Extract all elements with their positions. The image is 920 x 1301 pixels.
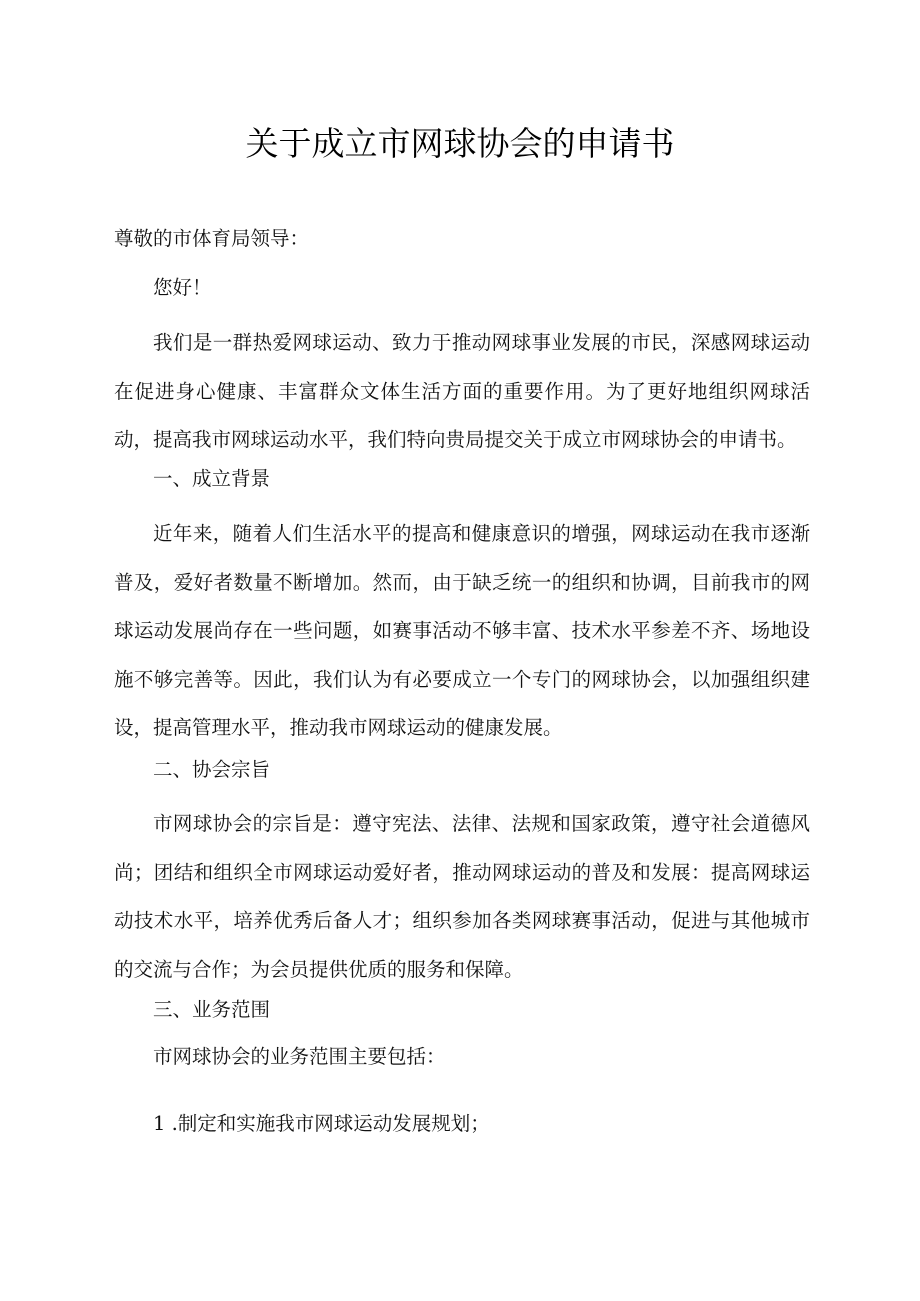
greeting: 您好！ xyxy=(153,276,212,299)
section-heading-purpose: 二、协会宗旨 xyxy=(153,758,271,781)
salutation: 尊敬的市体育局领导： xyxy=(114,227,310,250)
scope-list-item-1: 1 .制定和实施我市网球运动发展规划； xyxy=(153,1112,490,1135)
document-title: 关于成立市网球协会的申请书 xyxy=(245,124,675,163)
section-scope-intro: 市网球协会的业务范围主要包括： xyxy=(153,1045,446,1068)
section-body-background: 近年来，随着人们生活水平的提高和健康意识的增强，网球运动在我市逐渐普及，爱好者数量不断增加。然而，由于缺乏统一的组织和协调，目前我市的网球运动发展尚存在一些问题，如赛事活动不够丰富、技术水平参差不齐、场地设施不够完善等。因此，我们认为有必要成立一个专门的网球协会，以加强组织建设，提高管理水平，推动我市网球运动的健康发展。 xyxy=(114,522,810,740)
intro-paragraph: 我们是一群热爱网球运动、致力于推动网球事业发展的市民，深感网球运动在促进身心健康、丰富群众文体生活方面的重要作用。为了更好地组织网球活动，提高我市网球运动水平，我们特向贵局提交关于成立市网球协会的申请书。 xyxy=(114,331,810,452)
section-heading-scope: 三、业务范围 xyxy=(153,998,271,1021)
section-heading-background: 一、成立背景 xyxy=(153,467,271,490)
section-body-purpose: 市网球协会的宗旨是：遵守宪法、法律、法规和国家政策，遵守社会道德风尚；团结和组织全市网球运动爱好者，推动网球运动的普及和发展：提高网球运动技术水平，培养优秀后备人才；组织参加各类网球赛事活动，促进与其他城市的交流与合作；为会员提供优质的服务和保障。 xyxy=(114,812,810,981)
